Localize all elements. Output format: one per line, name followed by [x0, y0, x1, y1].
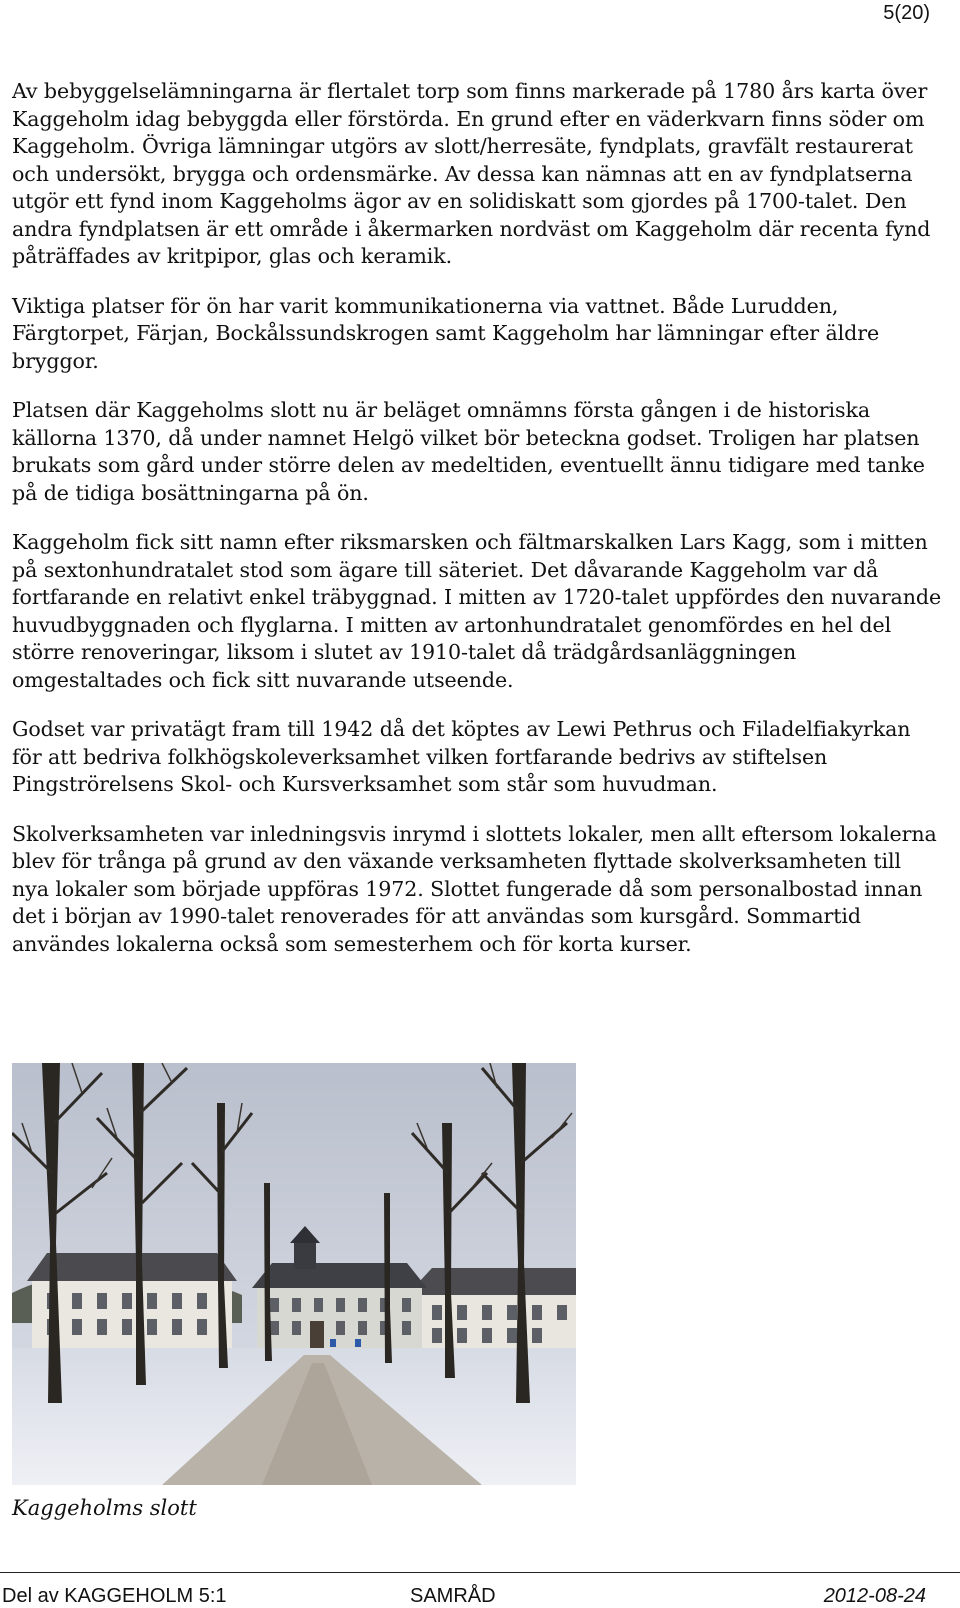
footer-divider [0, 1572, 960, 1573]
paragraph: Platsen där Kaggeholms slott nu är beläget omnämns första gången i de historiska källorna 1370, då under namnet Helgö vilket bör beteckna godset. Troligen har platsen brukats som gård under större delen av medeltiden, eventuellt ännu tidigare med tanke på de tidiga bosättningarna på ön. [12, 398, 925, 505]
paragraph: Kaggeholm fick sitt namn efter riksmarsken och fältmarskalken Lars Kagg, som i mitten på sextonhundratalet stod som ägare till säteriet. Det dåvarande Kaggeholm var då fortfarande en relativt enkel träbyggnad. I mitten av 1720-talet uppfördes den nuvarande huvudbyggnaden och flyglarna. I mitten av artonhundratalet genomfördes en hel del större renoveringar, liksom i slutet av 1910-talet då trädgårdsanläggningen omgestaltades och fick sitt nuvarande utseende. [12, 530, 942, 692]
castle-photo [12, 1063, 576, 1485]
footer-property: Del av KAGGEHOLM 5:1 [2, 1585, 227, 1607]
footer-status: SAMRÅD [410, 1585, 496, 1607]
page-number: 5(20) [883, 2, 930, 24]
paragraph: Viktiga platser för ön har varit kommunikationerna via vattnet. Både Lurudden, Färgtorpet, Färjan, Bockålssundskrogen samt Kaggeholm har lämningar efter äldre bryggor. [12, 293, 880, 373]
paragraph: Av bebyggelselämningarna är flertalet torp som finns markerade på 1780 års karta över Kaggeholm idag bebyggda eller förstörda. En grund efter en väderkvarn finns söder om Kaggeholm. Övriga lämningar utgörs av slott/herresäte, fyndplats, gravfält restaurerat och undersökt, brygga och ordensmärke. Av dessa kan nämnas att en av fyndplatserna utgör ett fynd inom Kaggeholms ägor av en solidiskatt som gjordes på 1700-talet. Den andra fyndplatsen är ett område i åkermarken nordväst om Kaggeholm där recenta fynd påträffades av kritpipor, glas och keramik. [12, 79, 931, 268]
paragraph: Godset var privatägt fram till 1942 då det köptes av Lewi Pethrus och Filadelfiakyrkan för att bedriva folkhögskoleverksamhet vilken fortfarande bedrivs av stiftelsen Pingströrelsens Skol- och Kursverksamhet som står som huvudman. [12, 717, 911, 796]
photo-caption: Kaggeholms slott [12, 1496, 197, 1520]
footer-date: 2012-08-24 [823, 1585, 926, 1607]
paragraph: Skolverksamheten var inledningsvis inrymd i slottets lokaler, men allt eftersom lokalerna blev för trånga på grund av den växande verksamheten flyttade skolverksamheten till nya lokaler som började uppföras 1972. Slottet fungerade då som personalbostad innan det i början av 1990-talet renoverades för att användas som kursgård. Sommartid användes lokalerna också som semesterhem och för korta kurser. [12, 821, 937, 956]
body-text [12, 78, 942, 980]
castle-photo-illustration [12, 1063, 576, 1485]
